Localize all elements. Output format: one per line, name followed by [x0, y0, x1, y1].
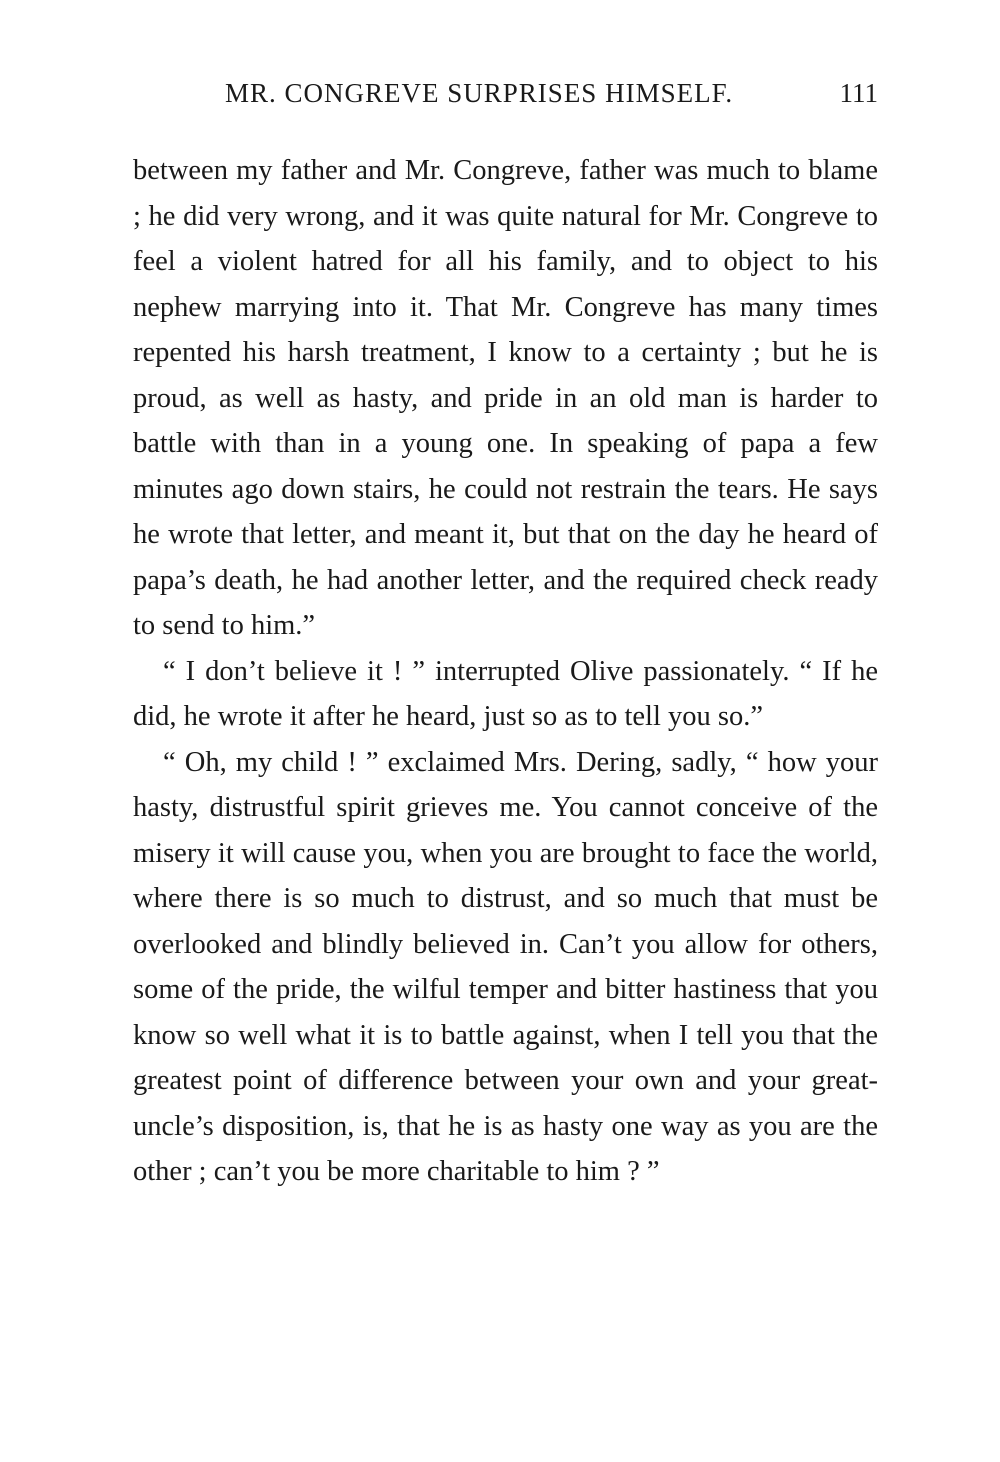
- running-head: [133, 78, 878, 118]
- body-text: [133, 148, 878, 1195]
- paragraph-mrs-dering-reply: “ Oh, my child ! ” exclaimed Mrs. Dering, sadly, “ how your hasty, distrustful spirit grieves me. You cannot conceive of the misery it will cause you, when you are brought to face the world, where there is so much to distrust, and so much that must be overlooked and blindly believed in. Can’t you allow for others, some of the pride, the wilful temper and bitter hastiness that you know so well what it is to battle against, when I tell you that the greatest point of difference between your own and your great-uncle’s disposition, is, that he is as hasty one way as you are the other ; can’t you be more charitable to him ? ”: [133, 746, 878, 1187]
- paragraph-continuation: between my father and Mr. Congreve, father was much to blame ; he did very wrong, and it was quite natural for Mr. Congreve to feel a violent hatred for all his family, and to object to his nephew marrying into it. That Mr. Congreve has many times repented his harsh treatment, I know to a certainty ; but he is proud, as well as hasty, and pride in an old man is harder to battle with than in a young one. In speaking of papa a few minutes ago down stairs, he could not restrain the tears. He says he wrote that letter, and meant it, but that on the day he heard of papa’s death, he had another letter, and the required check ready to send to him.”: [133, 155, 878, 641]
- running-title: MR. CONGREVE SURPRISES HIMSELF.: [225, 78, 734, 108]
- page-number: 111: [839, 78, 878, 108]
- paragraph-olive-reply: “ I don’t believe it ! ” interrupted Olive passionately. “ If he did, he wrote it after he heard, just so as to tell you so.”: [133, 655, 878, 732]
